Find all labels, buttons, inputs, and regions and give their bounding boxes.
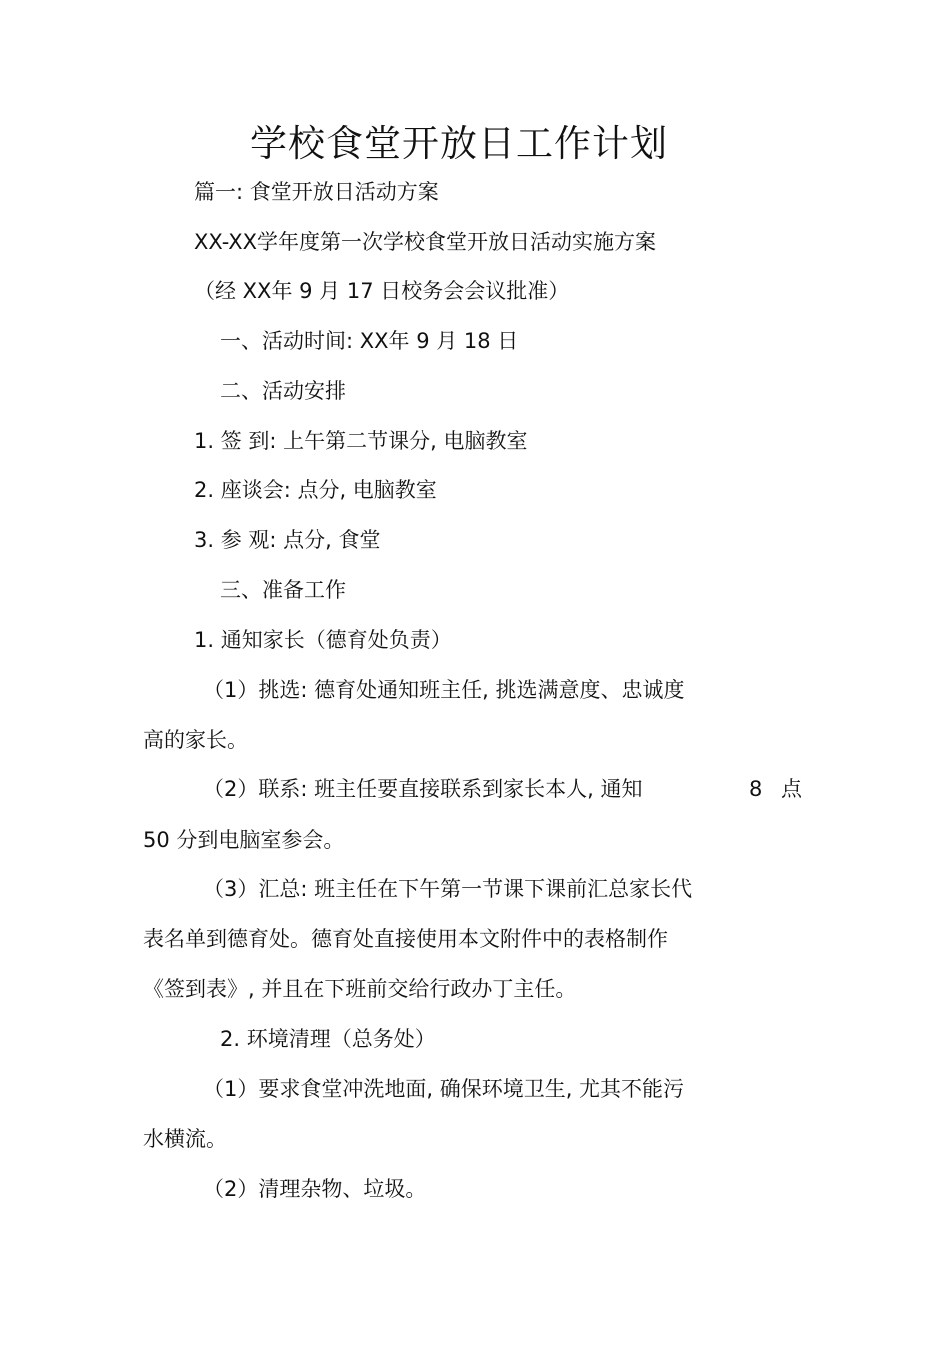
- notify-parents-heading: 1. 通知家长（德育处负责）: [194, 628, 452, 652]
- paragraph-garbage: （2）清理杂物、垃圾。: [203, 1177, 427, 1201]
- list-item-meeting: 2. 座谈会: 点分, 电脑教室: [194, 478, 437, 502]
- section-heading: 篇一: 食堂开放日活动方案: [194, 180, 439, 204]
- paragraph-contact-number: 8: [749, 777, 763, 801]
- plan-heading: XX-XX学年度第一次学校食堂开放日活动实施方案: [194, 230, 657, 254]
- paragraph-summary-line-2: 表名单到德育处。德育处直接使用本文附件中的表格制作: [143, 927, 668, 951]
- preparation-heading: 三、准备工作: [220, 578, 346, 602]
- activity-time: 一、活动时间: XX年 9 月 18 日: [220, 329, 519, 353]
- list-item-visit: 3. 参 观: 点分, 食堂: [194, 528, 381, 552]
- paragraph-select-line-2: 高的家长。: [143, 728, 248, 752]
- document-title: 学校食堂开放日工作计划: [250, 122, 668, 165]
- paragraph-cleaning-line-1: （1）要求食堂冲洗地面, 确保环境卫生, 尤其不能污: [203, 1077, 685, 1101]
- paragraph-select-line-1: （1）挑选: 德育处通知班主任, 挑选满意度、忠诚度: [203, 678, 685, 702]
- paragraph-contact-line-2: 50 分到电脑室参会。: [143, 828, 345, 852]
- paragraph-summary-line-1: （3）汇总: 班主任在下午第一节课下课前汇总家长代: [203, 877, 693, 901]
- paragraph-contact-unit: 点: [781, 777, 802, 801]
- cleaning-heading: 2. 环境清理（总务处）: [220, 1027, 436, 1051]
- paragraph-summary-line-3: 《签到表》, 并且在下班前交给行政办丁主任。: [143, 977, 577, 1001]
- paragraph-cleaning-line-2: 水横流。: [143, 1127, 227, 1151]
- paragraph-contact-line-1: （2）联系: 班主任要直接联系到家长本人, 通知: [203, 777, 643, 801]
- arrangement-heading: 二、活动安排: [220, 379, 346, 403]
- approval-note: （经 XX年 9 月 17 日校务会会议批准）: [194, 279, 570, 303]
- list-item-sign-in: 1. 签 到: 上午第二节课分, 电脑教室: [194, 429, 528, 453]
